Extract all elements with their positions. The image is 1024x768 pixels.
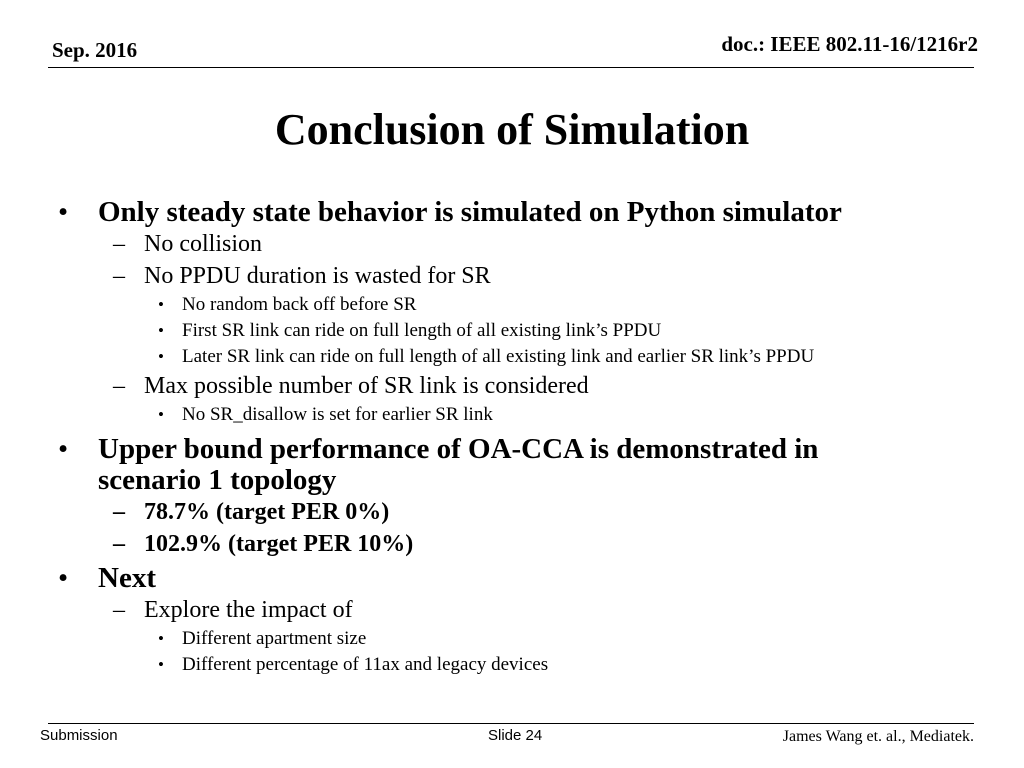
sub-sub-bullet bbox=[0, 318, 1024, 344]
sub-sub-bullet-text: Later SR link can ride on full length of all existing link and earlier SR link’s PPDU bbox=[182, 346, 815, 367]
dash-marker: – bbox=[113, 597, 125, 623]
footer-rule bbox=[48, 723, 974, 724]
bullet-dot-icon: • bbox=[158, 629, 164, 648]
sub-sub-bullet bbox=[0, 626, 1024, 652]
bullet-dot-icon: • bbox=[58, 196, 69, 228]
footer-submission: Submission bbox=[40, 727, 118, 744]
footer-author: James Wang et. al., Mediatek. bbox=[782, 728, 974, 745]
sub-bullet-text: Explore the impact of bbox=[144, 597, 353, 623]
bullet-next bbox=[0, 563, 918, 594]
sub-bullet bbox=[0, 228, 1024, 260]
dash-marker: – bbox=[113, 499, 125, 525]
sub-sub-bullet-text: Different percentage of 11ax and legacy devices bbox=[182, 654, 549, 675]
sub-sub-bullet bbox=[0, 292, 1024, 318]
dash-marker: – bbox=[113, 263, 125, 289]
sub-bullet-text: No collision bbox=[144, 231, 262, 257]
bullet-text: Next bbox=[98, 562, 156, 594]
sub-bullet-text: Max possible number of SR link is considered bbox=[144, 373, 589, 399]
bullet-dot-icon: • bbox=[58, 433, 69, 465]
bullet-upper-bound bbox=[0, 434, 918, 496]
sub-sub-bullet-text: Different apartment size bbox=[182, 628, 367, 649]
sub-sub-bullet-text: No SR_disallow is set for earlier SR link bbox=[182, 404, 493, 425]
sub-sub-bullet bbox=[0, 344, 1024, 370]
slide-body bbox=[0, 194, 1024, 678]
bullet-text: Only steady state behavior is simulated on Python simulator bbox=[98, 196, 842, 228]
bullet-text: Upper bound performance of OA-CCA is demonstrated in scenario 1 topology bbox=[98, 433, 819, 496]
header-rule bbox=[48, 67, 974, 68]
bullet-dot-icon: • bbox=[158, 405, 164, 424]
sub-bullet-text: 102.9% (target PER 10%) bbox=[144, 531, 414, 557]
dash-marker: – bbox=[113, 231, 125, 257]
sub-sub-bullet-text: No random back off before SR bbox=[182, 294, 417, 315]
sub-bullet bbox=[0, 528, 1024, 560]
sub-bullet-text: 78.7% (target PER 0%) bbox=[144, 499, 390, 525]
footer-slide-number: Slide 24 bbox=[488, 727, 543, 744]
sub-bullet bbox=[0, 260, 1024, 292]
bullet-dot-icon: • bbox=[158, 347, 164, 366]
sub-bullet bbox=[0, 594, 1024, 626]
dash-marker: – bbox=[113, 531, 125, 557]
bullet-dot-icon: • bbox=[158, 295, 164, 314]
bullet-dot-icon: • bbox=[58, 562, 69, 594]
sub-sub-bullet bbox=[0, 652, 1024, 678]
bullet-dot-icon: • bbox=[158, 321, 164, 340]
header-date: Sep. 2016 bbox=[52, 38, 138, 62]
dash-marker: – bbox=[113, 373, 125, 399]
bullet-dot-icon: • bbox=[158, 655, 164, 674]
slide-title: Conclusion of Simulation bbox=[274, 105, 750, 154]
sub-bullet bbox=[0, 370, 1024, 402]
sub-bullet bbox=[0, 496, 1024, 528]
bullet-simulator bbox=[0, 197, 918, 228]
header-doc-id: doc.: IEEE 802.11-16/1216r2 bbox=[721, 32, 978, 56]
sub-bullet-text: No PPDU duration is wasted for SR bbox=[144, 263, 491, 289]
sub-sub-bullet bbox=[0, 402, 1024, 428]
sub-sub-bullet-text: First SR link can ride on full length of all existing link’s PPDU bbox=[182, 320, 662, 341]
